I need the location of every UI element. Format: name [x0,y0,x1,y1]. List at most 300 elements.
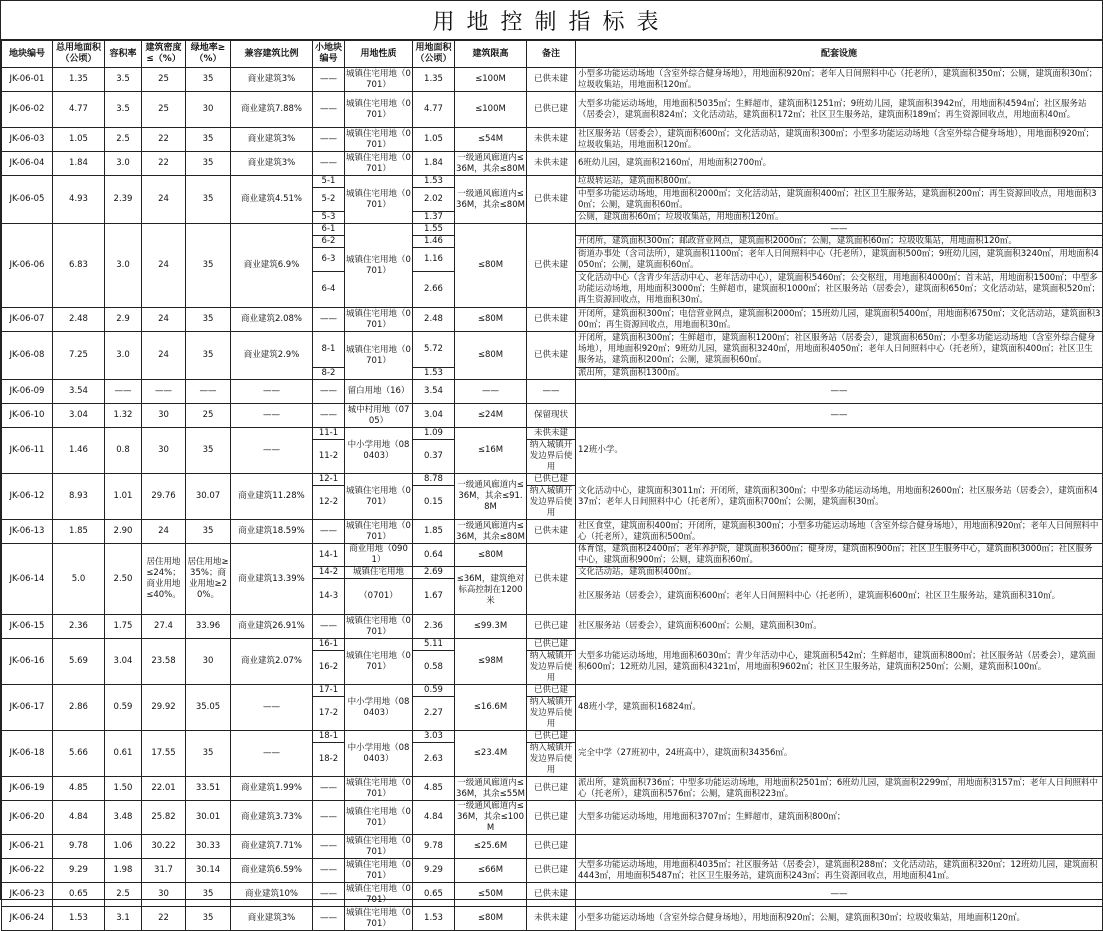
table-row [2,615,1103,639]
sub-parcel-code: 18-2 [313,743,345,777]
height-limit: 一级通风廊道内≤36M，其余≤91.8M [455,474,527,520]
remark: 未供未建 [527,907,576,931]
plot-ratio: —— [105,380,142,404]
height-limit: ≤23.4M [455,731,527,777]
remark: 未供未建 [527,128,576,152]
height-limit: ≤16M [455,428,527,474]
compatible-ratio: 商业建筑1.99% [231,777,313,801]
land-use: 城镇住宅用地（0701） [346,777,411,799]
parcel-id: JK-06-24 [2,907,53,931]
height-limit: —— [455,380,527,404]
sub-parcel-code: 14-3 [313,579,345,615]
building-density: 30.22 [142,835,186,859]
parcel-id: JK-06-06 [2,224,53,308]
facilities: 派出所，建筑面积736㎡；中型多功能运动场地，用地面积2501㎡；6班幼儿园，建筑面积2299㎡，用地面积3157㎡；老年人日间照料中心（托老所），建筑面积576㎡；公厕，建筑面积223㎡。 [576,777,1103,801]
sub-parcel-code: —— [313,92,345,128]
sub-area: 2.48 [413,308,455,332]
facilities: —— [576,404,1103,428]
sub-area: 0.58 [413,651,455,685]
remark: 已供已建 [527,639,576,651]
table-row [2,801,1103,835]
sub-parcel-code: —— [313,777,345,801]
table-row [2,907,1103,931]
compatible-ratio: 商业建筑3% [231,128,313,152]
green-ratio: 35 [186,224,231,308]
remark: 已供未建 [527,332,576,380]
green-ratio: 30.07 [186,474,231,520]
sub-area: 1.53 [413,368,455,380]
sub-area: 2.02 [413,188,455,212]
sub-area: 0.65 [413,883,455,907]
sub-parcel-code: 8-1 [313,332,345,368]
height-limit: ≤16.6M [455,685,527,731]
remark: 已供未建 [527,68,576,92]
building-density: 24 [142,308,186,332]
facilities: 派出所，建筑面积1300㎡。 [576,368,1103,380]
sub-area: 9.29 [413,859,455,883]
facilities: 开闭所，建筑面积300㎡；邮政营业网点，建筑面积2000㎡；公厕，建筑面积60㎡；垃圾收集站，用地面积120㎡。 [576,236,1103,248]
table-body [2,68,1103,931]
height-limit: 一级通风廊道内≤36M，其余≤80M [455,176,527,224]
header-cell: 总用地面积（公顷） [53,41,105,68]
facilities: 垃圾转运站，建筑面积800㎡。 [576,176,1103,188]
sub-area: 3.54 [413,380,455,404]
sub-area: 0.64 [413,544,455,567]
height-limit: ≤50M [455,883,527,907]
header-cell: 建筑密度≤（%） [142,41,186,68]
sub-area: 8.78 [413,474,455,486]
table-row [2,835,1103,859]
page-title: 用地控制指标表 [1,1,1102,40]
green-ratio: 33.51 [186,777,231,801]
total-area: 1.05 [53,128,105,152]
parcel-id: JK-06-17 [2,685,53,731]
land-use: 中小学用地（080403） [345,428,413,474]
facilities: —— [576,380,1103,404]
green-ratio: 30.01 [186,801,231,835]
sub-parcel-code: 5-2 [313,188,345,212]
remark: 已供已建 [527,615,576,639]
total-area: 5.0 [53,544,105,615]
green-ratio: 35 [186,731,231,777]
total-area: 4.77 [53,92,105,128]
sub-area: 1.85 [413,520,455,544]
compatible-ratio: —— [231,428,313,474]
compatible-ratio: 商业建筑26.91% [231,615,313,639]
sub-parcel-code: —— [313,801,345,835]
sub-parcel-code: 18-1 [313,731,345,743]
height-limit: ≤98M [455,639,527,685]
sub-parcel-code: —— [313,907,345,931]
land-use: 城镇住宅用地 [345,567,413,579]
facilities: 完全中学（27班初中，24班高中），建筑面积34356㎡。 [576,731,1103,777]
green-ratio: 35 [186,308,231,332]
compatible-ratio: 商业建筑7.71% [231,835,313,859]
sub-parcel-code: 12-1 [313,474,345,486]
remark: 已供已建 [527,731,576,743]
compatible-ratio: 商业建筑3% [231,68,313,92]
sub-parcel-code: 14-2 [313,567,345,579]
table-row [2,639,1103,651]
plot-ratio: 3.0 [105,332,142,380]
height-limit: 一级通风廊道内≤36M，其余≤80M [456,520,525,542]
remark: 未供未建 [527,428,576,440]
sub-area: 4.85 [413,777,455,801]
compatible-ratio: 商业建筑2.08% [231,308,313,332]
sub-area: 5.11 [413,639,455,651]
sub-parcel-code: —— [313,859,345,883]
table-row [2,883,1103,907]
total-area: 5.66 [53,731,105,777]
table-row [2,308,1103,332]
remark: 已供未建 [527,544,576,615]
plot-ratio: 1.01 [105,474,142,520]
facilities: 大型多功能运动场地，用地面积3707㎡；生鲜超市，建筑面积800㎡； [576,801,1103,835]
sub-parcel-code: —— [313,404,345,428]
green-ratio: —— [186,380,231,404]
plot-ratio: 0.61 [105,731,142,777]
table-row [2,544,1103,567]
land-use: 城镇住宅用地（0701） [345,176,413,224]
sub-area: 1.46 [413,236,455,248]
total-area: 1.46 [53,428,105,474]
plot-ratio: 2.5 [105,128,142,152]
sub-area: 2.66 [413,272,455,308]
green-ratio: 30 [186,92,231,128]
land-use: 城镇住宅用地（0701） [346,520,411,542]
building-density: 22 [142,152,186,176]
sub-area: 1.35 [413,68,455,92]
sub-parcel-code: 6-4 [313,272,345,308]
sub-area: 1.16 [413,248,455,272]
green-ratio: 35 [186,883,231,907]
parcel-id: JK-06-03 [2,128,53,152]
building-density: 22.01 [142,777,186,801]
sub-parcel-code: 5-1 [313,176,345,188]
sub-parcel-code: 6-2 [313,236,345,248]
table-row [2,128,1103,152]
compatible-ratio: —— [231,731,313,777]
remark: 已供已建 [527,685,576,697]
sub-parcel-code: 17-2 [313,697,345,731]
compatible-ratio: 商业建筑6.9% [231,224,313,308]
building-density: 30 [142,428,186,474]
land-use: 城镇住宅用地（0701） [345,801,413,835]
sub-area: 2.27 [413,697,455,731]
remark: 已供已建 [527,801,576,835]
facilities: 文化活动中心（含青少年活动中心、老年活动中心），建筑面积5460㎡；公交枢纽，用地面积4000㎡；首末站，用地面积1500㎡；中型多功能运动场地，用地面积3000㎡；生鲜超市，建筑面积1000㎡；社区服务站（居委会），建筑面积650㎡；文化活动站，建筑面积520㎡；再生资源回收点，用地面积30㎡。 [576,272,1103,308]
table-row [2,428,1103,440]
land-use: 中小学用地（080403） [345,731,413,777]
remark: —— [527,380,576,404]
sub-parcel-code: 5-3 [313,212,345,224]
facilities: 大型多功能运动场地，用地面积5035㎡；生鲜超市，建筑面积1251㎡；9班幼儿园，建筑面积3942㎡，用地面积4594㎡；社区服务站（居委会），建筑面积824㎡；文化活动站，建筑面积172㎡；社区卫生服务站，建筑面积189㎡；再生资源回收点，用地面积40㎡。 [576,92,1103,128]
land-use: 城镇住宅用地（0701） [345,332,413,380]
sub-parcel-code: 11-1 [313,428,345,440]
land-use: 城镇住宅用地（0701） [345,92,413,128]
facilities: 6班幼儿园，建筑面积2160㎡，用地面积2700㎡。 [576,152,1103,176]
sub-parcel-code: 12-2 [313,486,345,520]
total-area: 9.29 [53,859,105,883]
facilities: 社区服务站（居委会），建筑面积600㎡；公厕，建筑面积30㎡。 [576,615,1103,639]
facilities: 小型多功能运动场地（含室外综合健身场地），用地面积920㎡；老年人日间照料中心（托老所），建筑面积350㎡；公厕，建筑面积30㎡；垃圾收集站，用地面积120㎡。 [576,68,1103,92]
sub-parcel-code: —— [313,380,345,404]
remark: 纳入城镇开发边界后使用 [527,743,576,777]
height-limit: 一级通风廊道内≤36M，其余≤80M [456,152,525,174]
height-limit: ≤80M [455,544,527,567]
green-ratio: 33.96 [186,615,231,639]
remark: 纳入城镇开发边界后使用 [527,651,576,685]
header-cell: 容积率 [105,41,142,68]
green-ratio: 35.05 [186,685,231,731]
total-area: 1.85 [53,520,105,544]
plot-ratio: 3.04 [105,639,142,685]
sub-parcel-code: 11-2 [313,440,345,474]
green-ratio: 35 [186,332,231,380]
table-row [2,731,1103,743]
sub-parcel-code: 17-1 [313,685,345,697]
land-use: 城镇住宅用地（0701） [345,474,413,520]
building-density: 22 [142,907,186,931]
parcel-id: JK-06-22 [2,859,53,883]
green-ratio: 35 [186,428,231,474]
total-area: 1.53 [53,907,105,931]
sub-area: 1.67 [413,579,455,615]
header-cell: 用地面积（公顷） [413,41,455,68]
header-row [2,41,1103,68]
height-limit: ≤54M [455,128,527,152]
plot-ratio: 2.90 [105,520,142,544]
green-ratio: 居住用地≥35%；商业用地≥20%。 [186,544,231,615]
building-density: 24 [142,176,186,224]
green-ratio: 30.14 [186,859,231,883]
compatible-ratio: —— [231,685,313,731]
facilities: 社区服务站（居委会），建筑面积600㎡；老年人日间照料中心（托老所），建筑面积600㎡；社区卫生服务站，建筑面积310㎡。 [576,579,1103,615]
compatible-ratio: 商业建筑10% [231,883,313,907]
height-limit: ≤99.3M [455,615,527,639]
facilities: 社区服务站（居委会），建筑面积600㎡；文化活动站，建筑面积300㎡；小型多功能运动场地（含室外综合健身场地），用地面积920㎡；垃圾收集站，用地面积120㎡。 [576,128,1103,152]
sub-area: 1.55 [413,224,455,236]
sub-area: 3.03 [413,731,455,743]
table-row [2,859,1103,883]
facilities: —— [576,883,1103,907]
building-density: 居住用地≤24%；商业用地≤40%。 [142,544,186,615]
total-area: 3.54 [53,380,105,404]
remark: 已供已建 [527,777,576,801]
facilities: 体育馆，建筑面积2400㎡；老年养护院，建筑面积3600㎡；健身房，建筑面积900㎡；社区卫生服务中心，建筑面积3000㎡；社区服务中心，建筑面积900㎡；公厕，建筑面积60㎡。 [576,544,1103,567]
land-use: 城镇住宅用地（0701） [346,907,411,929]
total-area: 1.35 [53,68,105,92]
sub-area: 1.05 [413,128,455,152]
land-use: 城中村用地（0705） [345,404,413,428]
height-limit: ≤24M [455,404,527,428]
facilities: 文化活动中心，建筑面积3011㎡；开闭所，建筑面积300㎡；中型多功能运动场地，用地面积2600㎡；社区服务站（居委会），建筑面积437㎡；老年人日间照料中心（托老所），建筑面积700㎡；公厕，建筑面积30㎡。 [576,474,1103,520]
sub-parcel-code: 8-2 [313,368,345,380]
plot-ratio: 1.50 [105,777,142,801]
building-density: 30 [142,883,186,907]
header-cell: 建筑限高 [455,41,527,68]
facilities: 街道办事处（含司法所），建筑面积1100㎡；老年人日间照料中心（托老所），建筑面积500㎡；9班幼儿园，建筑面积3240㎡，用地面积4050㎡；公厕，建筑面积60㎡。 [576,248,1103,272]
building-density: 25 [142,68,186,92]
sub-area: 0.59 [413,685,455,697]
table-row [2,152,1103,176]
green-ratio: 30.33 [186,835,231,859]
parcel-id: JK-06-12 [2,474,53,520]
building-density: 24 [142,332,186,380]
land-use: 城镇住宅用地（0701） [346,859,411,881]
parcel-id: JK-06-19 [2,777,53,801]
parcel-id: JK-06-05 [2,176,53,224]
total-area: 7.25 [53,332,105,380]
remark: 未供未建 [527,152,576,176]
compatible-ratio: 商业建筑7.88% [231,92,313,128]
total-area: 2.36 [53,615,105,639]
sub-parcel-code: —— [313,883,345,907]
parcel-id: JK-06-15 [2,615,53,639]
parcel-id: JK-06-21 [2,835,53,859]
total-area: 9.78 [53,835,105,859]
facilities: 12班小学。 [576,428,1103,474]
parcel-id: JK-06-13 [2,520,53,544]
green-ratio: 30 [186,639,231,685]
sub-parcel-code: —— [313,520,345,544]
sub-parcel-code: —— [313,68,345,92]
remark: 已供已建 [527,859,576,883]
sub-parcel-code: —— [313,835,345,859]
building-density: 25 [142,92,186,128]
height-limit: ≤36M，建筑绝对标高控制在1200米 [455,567,527,615]
height-limit: ≤80M [455,224,527,308]
remark: 已供未建 [527,883,576,907]
table-row [2,685,1103,697]
sub-parcel-code: 16-2 [313,651,345,685]
height-limit: ≤25.6M [455,835,527,859]
sub-area: 0.15 [413,486,455,520]
land-use: 城镇住宅用地（0701） [346,835,411,857]
plot-ratio: 3.48 [105,801,142,835]
land-use: （0701） [345,579,413,615]
sub-parcel-code: —— [313,152,345,176]
table-row [2,474,1103,486]
land-use: 商业用地（0901） [345,544,413,567]
total-area: 1.84 [53,152,105,176]
building-density: 23.58 [142,639,186,685]
facilities: 开闭所，建筑面积300㎡；生鲜超市，建筑面积1200㎡；社区服务站（居委会），建筑面积650㎡；小型多功能运动场地（含室外综合健身场地），用地面积920㎡；9班幼儿园，建筑面积3240㎡，用地面积4050㎡；老年人日间照料中心（托老所），建筑面积400㎡；社区卫生服务站，建筑面积200㎡；公厕，建筑面积60㎡。 [576,332,1103,368]
facilities: 社区食堂，建筑面积400㎡；开闭所，建筑面积300㎡；小型多功能运动场地（含室外综合健身场地），用地面积920㎡；老年人日间照料中心（托老所），建筑面积500㎡。 [576,520,1103,544]
land-use: 城镇住宅用地（0701） [346,883,411,905]
plot-ratio: 3.1 [105,907,142,931]
remark: 已供未建 [527,176,576,224]
parcel-id: JK-06-14 [2,544,53,615]
height-limit: 一级通风廊道内≤36M，其余≤100M [455,801,527,835]
building-density: 27.4 [142,615,186,639]
table-row [2,380,1103,404]
green-ratio: 25 [186,404,231,428]
compatible-ratio: 商业建筑11.28% [231,474,313,520]
total-area: 3.04 [53,404,105,428]
height-limit: ≤80M [455,332,527,380]
sub-area: 1.84 [413,152,455,176]
facilities: 48班小学，建筑面积16824㎡。 [576,685,1103,731]
remark: 纳入城镇开发边界后使用 [527,697,576,731]
building-density: 31.7 [142,859,186,883]
table-row [2,176,1103,188]
green-ratio: 35 [186,68,231,92]
plot-ratio: 1.98 [105,859,142,883]
header-cell: 小地块编号 [313,41,345,68]
green-ratio: 35 [186,152,231,176]
plot-ratio: 0.8 [105,428,142,474]
parcel-id: JK-06-01 [2,68,53,92]
sub-area: 3.04 [413,404,455,428]
sub-area: 1.53 [413,176,455,188]
remark: 已供已建 [527,92,576,128]
header-cell: 绿地率≥（%） [186,41,231,68]
sub-parcel-code: —— [313,308,345,332]
plot-ratio: 1.75 [105,615,142,639]
compatible-ratio: 商业建筑2.9% [231,332,313,380]
remark: 已供未建 [527,308,576,332]
plot-ratio: 2.5 [105,883,142,907]
land-use: 城镇住宅用地（0701） [346,152,411,174]
height-limit: 一级通风廊道内≤36M，其余≤55M [456,777,525,799]
compatible-ratio: 商业建筑3.73% [231,801,313,835]
sub-area: 1.53 [413,907,455,931]
header-cell: 配套设施 [576,41,1103,68]
sub-parcel-code: 16-1 [313,639,345,651]
land-use: 城镇住宅用地（0701） [346,68,411,90]
parcel-id: JK-06-10 [2,404,53,428]
remark: 纳入城镇开发边界后使用 [527,486,576,520]
remark: 保留现状 [527,404,576,428]
plot-ratio: 1.06 [105,835,142,859]
remark: 已供未建 [527,520,576,544]
building-density: 24 [142,224,186,308]
sub-area: 5.72 [413,332,455,368]
plot-ratio: 3.0 [105,152,142,176]
header-cell: 备注 [527,41,576,68]
green-ratio: 35 [186,128,231,152]
table-row [2,68,1103,92]
total-area: 2.48 [53,308,105,332]
land-control-table [1,40,1103,931]
remark: 已供已建 [527,474,576,486]
sub-area: 4.77 [413,92,455,128]
parcel-id: JK-06-09 [2,380,53,404]
sub-parcel-code: 6-3 [313,248,345,272]
sub-area: 1.37 [413,212,455,224]
sub-area: 9.78 [413,835,455,859]
total-area: 6.83 [53,224,105,308]
parcel-id: JK-06-04 [2,152,53,176]
land-use: 城镇住宅用地（0701） [346,308,411,330]
facilities: 中型多功能运动场地，用地面积2000㎡；文化活动站，建筑面积400㎡；社区卫生服务站，建筑面积200㎡；再生资源回收点，用地面积30㎡；公厕，建筑面积60㎡。 [576,188,1103,212]
plot-ratio: 3.0 [105,224,142,308]
height-limit: ≤100M [455,68,527,92]
land-use: 城镇住宅用地（0701） [346,615,411,637]
total-area: 4.85 [53,777,105,801]
green-ratio: 35 [186,520,231,544]
building-density: 22 [142,128,186,152]
remark: 纳入城镇开发边界后使用 [527,440,576,474]
remark: 已供未建 [527,224,576,308]
facilities: 公厕，建筑面积60㎡；垃圾收集站，用地面积120㎡。 [576,212,1103,224]
header-cell: 用地性质 [345,41,413,68]
sub-area: 2.69 [413,567,455,579]
sub-parcel-code: —— [313,128,345,152]
header-cell: 地块编号 [2,41,53,68]
table-row [2,404,1103,428]
